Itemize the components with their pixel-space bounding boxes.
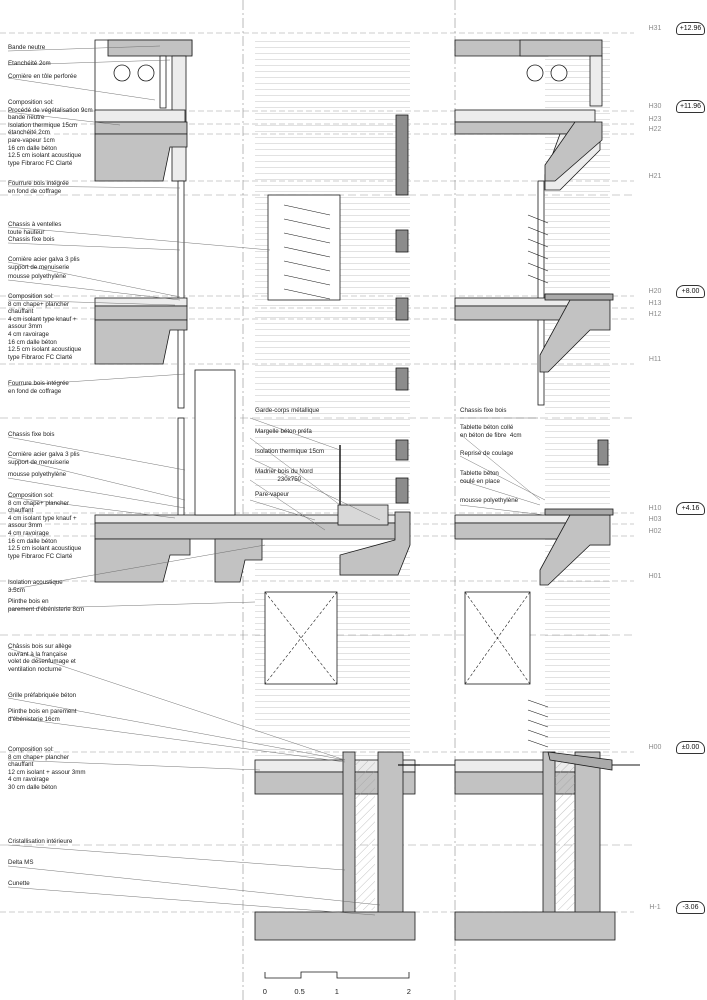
annotation-label: Madrier bois du Nord 230x750 [255,468,313,483]
r-roof-insulation [455,110,595,122]
annotation-label: mousse polyethylène [8,471,67,478]
level-elevation-tag: +12.96 [676,22,705,35]
leader-line [8,845,345,870]
leader-line [460,434,540,500]
annotation-label: Plinthe bois en parement d'ébénisterie 8cm [8,598,85,613]
r-foundation-inner [543,752,555,917]
annotation-label: Cristallisation intérieure [8,838,73,845]
roof-insulation-layer [95,110,185,122]
foundation-wall-outer [378,752,403,917]
dark-pilaster [396,298,408,320]
annotation-label: Chassis fixe bois [8,431,55,438]
leader-line [8,243,180,250]
annotation-label: Chassis fixe bois [460,407,507,414]
level-code: H-1 [649,904,661,911]
level-code: H31 [648,25,662,32]
level-code: H01 [648,573,662,580]
annotation-label: Composition sol: 8 cm chape+ plancher chauffant 4 cm isolant type knauf + assour 3mm 4 cm ravoirage 16 cm dalle béton 12.5 cm isolant acoustique type Fibraroc FC Clarté [8,492,82,560]
leader-line [8,866,380,905]
r-dark-pilaster [598,440,608,465]
r-foundation-outer [575,752,600,917]
annotation-label: Châssis bois sur allège ouvrant à la française volet de désenfumage et ventilation nocturne [8,643,76,673]
annotation-label: Cornière acier galva 3 plis support de menuiserie [8,451,80,466]
annotation-label: Tablette béton coulé en place [460,470,500,485]
level-code: H10 [648,505,662,512]
level-code: H12 [648,311,662,318]
scale-bar-label: 1 [334,987,339,996]
window-frame-lower [178,418,184,518]
annotation-label: Delta MS [8,859,34,866]
level-code: H23 [648,116,662,123]
annotation-label: Pare-vapeur [255,491,290,498]
annotation-label: mousse polyethylène [460,497,519,504]
annotation-label: Plinthe bois en parement d'ébénisterie 16cm [8,708,77,723]
annotation-label: Fourrure bois intégrée en fond de coffrage [8,180,69,195]
level-elevation-tag: +4.16 [676,502,705,515]
annotation-label: mousse polyethylène [8,273,67,280]
level-code: H22 [648,126,662,133]
annotation-label: Isolation thermique 15cm [255,448,325,455]
annotation-label: Garde-corps métallique [255,407,320,414]
r-foundation-footing [455,912,615,940]
r-drain-2 [551,65,567,81]
r-drainage-gap [555,760,575,910]
dark-pilaster [396,440,408,460]
r-sill-8 [545,294,613,300]
level-elevation-tag: +8.00 [676,285,705,298]
annotation-label: Chassis fixe bois [8,236,55,243]
level-elevation-tag: -3.06 [676,901,705,914]
scale-bar-label: 0 [262,987,267,996]
annotation-label: Etanchéité 2cm [8,60,51,67]
scale-bar-label: 2 [406,987,411,996]
annotation-label: Margelle béton préfa [255,428,312,435]
coping-stone [338,505,388,525]
floor-beam-4b [215,539,262,582]
level-code: H11 [648,356,662,363]
drain-pipe-1 [114,65,130,81]
level-elevation-tag: ±0.00 [676,741,705,754]
annotation-label: Tablette béton collé en béton de fibre 4cm [460,424,522,439]
annotation-label: Fourrure bois intégrée en fond de coffrage [8,380,69,395]
annotation-label: Composition sol: 8 cm chape+ plancher chauffant 12 cm isolant + assour 3mm 4 cm ravoirage 30 cm dalle béton [8,746,86,791]
annotation-label: Reprise de coulage [460,450,514,457]
foundation-wall-inner [343,752,355,917]
foundation-footing [255,912,415,940]
annotation-label: Bande neutre [8,44,46,51]
dark-pilaster [396,368,408,390]
level-elevation-tag: +11.96 [676,100,705,113]
r-roof-ins-v [590,56,602,106]
annotation-label: Cunette [8,880,30,887]
roof-parapet-cap [108,40,192,56]
annotation-label: Composition sol: 8 cm chape+ plancher chauffant 4 cm isolant type knauf + assour 3mm 4 cm ravoirage 16 cm dalle béton 12.5 cm isolant acoustique type Fibraroc FC Clarté [8,293,82,361]
drainage-gap [355,760,375,910]
level-code: H03 [648,516,662,523]
level-code: H30 [648,103,662,110]
level-code: H13 [648,300,662,307]
annotation-label: Isolation acoustique 3.5cm [8,579,63,594]
center-louvre-frame [268,195,340,300]
level-code: H20 [648,288,662,295]
leader-line [460,505,545,515]
annotation-label: Cornière en tôle perforée [8,73,77,80]
center-fixed-frame [195,370,235,515]
scale-bar [265,972,409,978]
floor-slab-8 [95,306,187,320]
annotation-label: Chassis à ventelles toute hauteur [8,221,62,236]
annotation-label: Grille préfabriquée béton [8,692,77,699]
leader-line [8,887,375,915]
level-code: H21 [648,173,662,180]
dark-pilaster [396,115,408,195]
annotation-label: Cornière acier galva 3 plis support de menuiserie [8,256,80,271]
green-roof-edge [160,56,166,108]
annotation-label: Composition sol: Procédé de végétalisation 9cm bande neutre Isolation thermique 15cm étanchéité 2cm pare-vapeur 1cm 16 cm dalle béton 12.5 cm isolant acoustique type Fibraroc FC Clarté [8,99,93,167]
floor-slab-4 [95,523,405,539]
scale-bar-label: 0.5 [294,987,305,996]
r-sill-4 [545,509,613,515]
floor-beam-8 [95,320,187,364]
level-code: H00 [648,744,662,751]
r-roof-cap [520,40,602,56]
drain-pipe-2 [138,65,154,81]
window-frame-upper [178,181,184,306]
dark-pilaster [396,230,408,252]
dark-pilaster [396,478,408,503]
level-code: H02 [648,528,662,535]
r-drain-1 [527,65,543,81]
